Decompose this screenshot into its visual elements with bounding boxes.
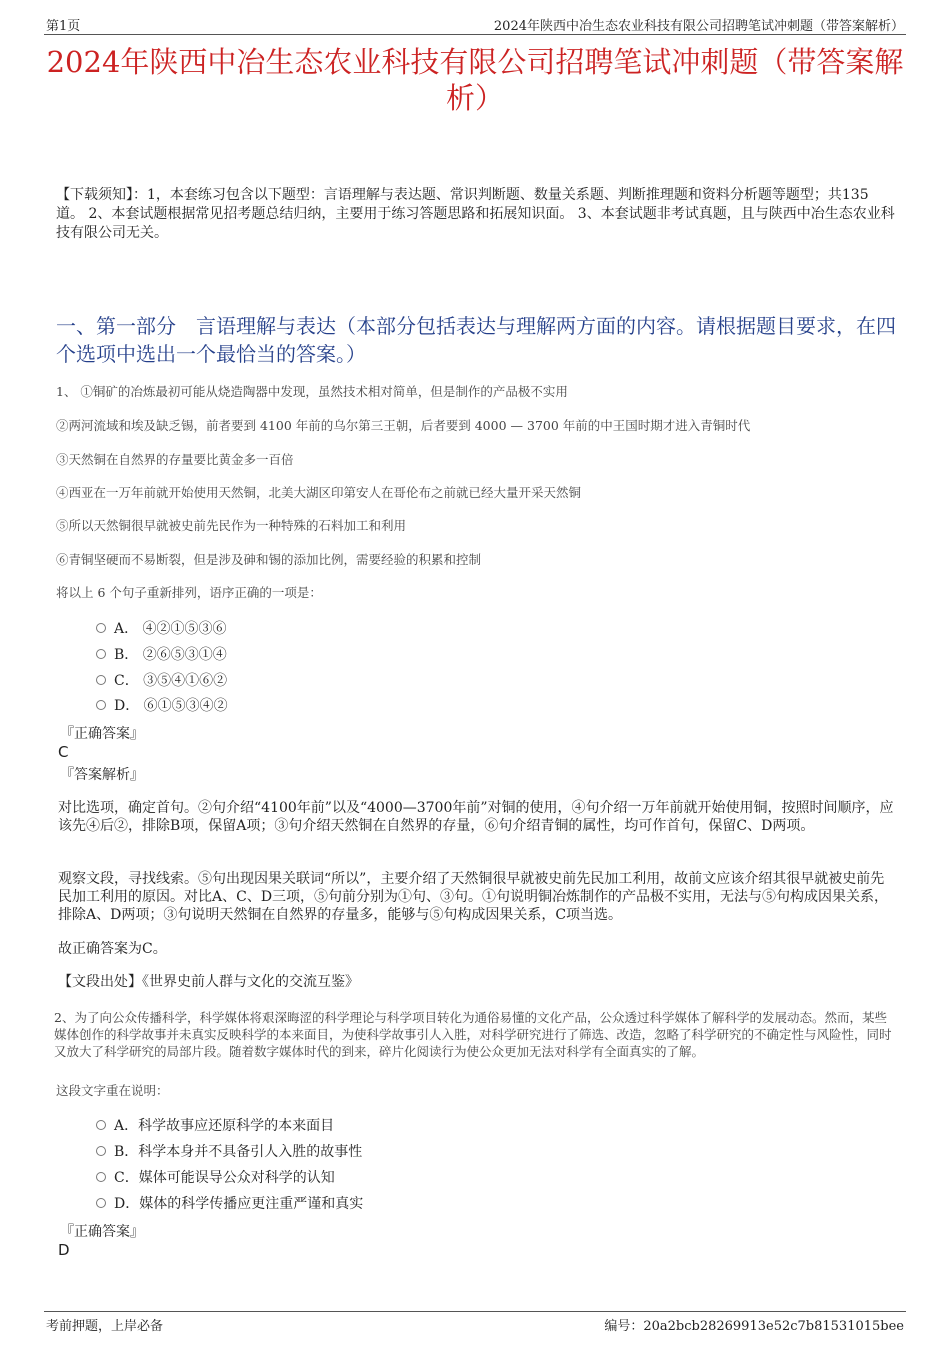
q1-analysis-3: 故正确答案为C。 xyxy=(58,941,167,957)
q2-option-d[interactable]: D．媒体的科学传播应更注重严谨和真实 xyxy=(96,1195,363,1213)
q1-option-b[interactable]: B． ②⑥⑤③①④ xyxy=(96,646,227,664)
q1-option-a[interactable]: A． ④②①⑤③⑥ xyxy=(96,620,227,638)
header-doc-title: 2024年陕西中冶生态农业科技有限公司招聘笔试冲刺题（带答案解析） xyxy=(493,19,904,34)
footer-slogan: 考前押题，上岸必备 xyxy=(46,1319,164,1334)
q1-sentence-4: ④西亚在一万年前就开始使用天然铜，北美大湖区印第安人在哥伦布之前就已经大量开采天然铜 xyxy=(56,485,582,500)
q1-answer-label: 『正确答案』 xyxy=(60,726,144,742)
page-footer xyxy=(44,1311,906,1332)
radio-icon xyxy=(96,700,106,710)
q1-option-c[interactable]: C． ③⑤④①⑥② xyxy=(96,672,227,690)
radio-icon xyxy=(96,649,106,659)
q1-sentence-2: ②两河流域和埃及缺乏锡，前者要到 4100 年前的乌尔第三王朝，后者要到 4000 — 3700 年前的中王国时期才进入青铜时代 xyxy=(56,418,751,433)
radio-icon xyxy=(96,1198,106,1208)
q2-option-b[interactable]: B．科学本身并不具备引人入胜的故事性 xyxy=(96,1143,362,1161)
q2-option-a[interactable]: A．科学故事应还原科学的本来面目 xyxy=(96,1117,334,1135)
q2-answer: D xyxy=(58,1241,70,1259)
page-number: 第1页 xyxy=(46,19,81,34)
q1-sentence-6: ⑥青铜坚硬而不易断裂，但是涉及砷和锡的添加比例，需要经验的积累和控制 xyxy=(56,552,482,567)
radio-icon xyxy=(96,1146,106,1156)
radio-icon xyxy=(96,675,106,685)
q1-option-d[interactable]: D． ⑥①⑤③④② xyxy=(96,697,228,715)
q2-answer-label: 『正确答案』 xyxy=(60,1224,144,1240)
q1-analysis-label: 『答案解析』 xyxy=(60,767,144,783)
q1-sentence-1: 1、 ①铜矿的冶炼最初可能从烧造陶器中发现，虽然技术相对简单，但是制作的产品极不实用 xyxy=(56,384,568,399)
section-heading: 一、第一部分 言语理解与表达（本部分包括表达与理解两方面的内容。请根据题目要求，在四个选项中选出一个最恰当的答案。） xyxy=(56,314,896,366)
document-title: 2024年陕西中冶生态农业科技有限公司招聘笔试冲刺题（带答案解析） xyxy=(46,45,904,115)
q1-sentence-3: ③天然铜在自然界的存量要比黄金多一百倍 xyxy=(56,452,294,467)
footer-doc-id: 编号：20a2bcb28269913e52c7b81531015bee xyxy=(604,1319,904,1334)
q1-source: 【文段出处】《世界史前人群与文化的交流互鉴》 xyxy=(58,974,359,990)
q1-analysis-1: 对比选项，确定首句。②句介绍“4100年前”以及“4000—3700年前”对铜的使用，④句介绍一万年前就开始使用铜，按照时间顺序，应该先④后②，排除B项，保留A项；③句介绍天然铜在自然界的存量，⑥句介绍青铜的属性，均可作首句，保留C、D两项。 xyxy=(58,800,894,834)
q1-sentence-5: ⑤所以天然铜很早就被史前先民作为一种特殊的石料加工和利用 xyxy=(56,518,407,533)
radio-icon xyxy=(96,623,106,633)
radio-icon xyxy=(96,1172,106,1182)
page-header xyxy=(44,14,906,35)
q1-prompt: 将以上 6 个句子重新排列，语序正确的一项是： xyxy=(56,585,322,600)
download-notice: 【下载须知】：1，本套练习包含以下题型：言语理解与表达题、常识判断题、数量关系题、判断推理题和资料分析题等题型；共135道。 2、本套试题根据常见招考题总结归纳，主要用于练习答题思路和拓展知识面。 3、本套试题非考试真题，且与陕西中冶生态农业科技有限公司无关。 xyxy=(56,187,895,241)
q2-prompt: 这段文字重在说明： xyxy=(56,1083,169,1098)
q1-analysis-2: 观察文段，寻找线索。⑤句出现因果关联词“所以”，主要介绍了天然铜很早就被史前先民加工利用，故前文应该介绍其很早就被史前先民加工利用的原因。对比A、C、D三项，⑤句前分别为①句、③句。①句说明铜冶炼制作的产品极不实用，无法与⑤句构成因果关系，排除A、D两项；③句说明天然铜在自然界的存量多，能够与⑤句构成因果关系，C项当选。 xyxy=(58,871,889,923)
radio-icon xyxy=(96,1120,106,1130)
q1-answer: C xyxy=(58,743,69,761)
q2-option-c[interactable]: C．媒体可能误导公众对科学的认知 xyxy=(96,1169,335,1187)
q2-stem: 2、为了向公众传播科学，科学媒体将艰深晦涩的科学理论与科学项目转化为通俗易懂的文化产品，公众透过科学媒体了解科学的发展动态。然而，某些媒体创作的科学故事并未真实反映科学的本来面目，为使科学故事引人入胜，对科学研究进行了筛选、改造，忽略了科学研究的不确定性与风险性，同时又放大了科学研究的局部片段。随着数字媒体时代的到来，碎片化阅读行为使公众更加无法对科学有全面真实的了解。 xyxy=(54,1010,892,1059)
